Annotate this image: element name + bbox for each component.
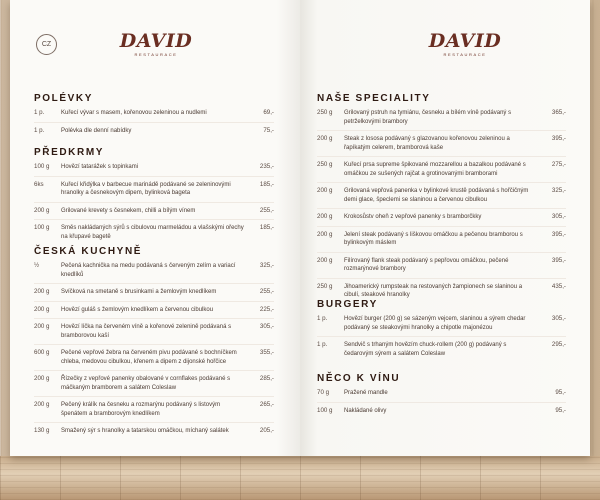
menu-page-left: [10, 0, 300, 456]
section-polevky: [34, 93, 274, 143]
item-quantity: 200 g: [317, 230, 333, 238]
section-neco-k-vinu: [317, 373, 566, 423]
menu-item: [317, 407, 566, 420]
menu-item: [317, 257, 566, 279]
item-description: Grilované krevety s česnekem, chilli a bílým vínem: [61, 207, 196, 214]
item-price: 255,-: [259, 288, 274, 295]
item-description: Krokosůstv oheň z vepřové panenky s bramborčkky: [344, 214, 482, 220]
menu-item: [317, 389, 566, 403]
menu-item: [317, 187, 566, 209]
item-quantity: 1 p.: [317, 315, 328, 322]
item-price: 395,-: [551, 135, 566, 142]
menu-item: [34, 401, 274, 423]
item-price: 305,-: [259, 323, 274, 330]
item-quantity: 70 g: [317, 389, 330, 396]
item-description: Smažený sýr s hranolky a tatarskou omáčkou, míchaný salátek: [61, 428, 229, 434]
item-description: Grilovaná vepřová panenka v bylinkové krustě podávaná s hořčičným demi glace, špeclemi se slaninou a červenou cibulkou: [344, 188, 529, 203]
menu-item: [34, 323, 274, 345]
item-price: 205,-: [259, 427, 274, 434]
brand-name: DAVID: [428, 30, 502, 52]
item-quantity: 6ks: [34, 180, 44, 188]
item-quantity: 200 g: [34, 206, 50, 214]
menu-item: [317, 231, 566, 253]
menu-item: [34, 207, 274, 221]
item-price: 305,-: [551, 213, 566, 220]
item-quantity: 100 g: [34, 224, 50, 231]
item-description: Jihoamerický rumpsteak na restovaných žampionech se slaninou a cibulí, steakové hranolky: [344, 283, 523, 298]
menu-item: [34, 181, 274, 203]
item-quantity: 1 p.: [34, 109, 45, 116]
item-description: Filírovaný flank steak podávaný s pepřovou omáčkou, pečené rozmarýnové brambory: [344, 257, 509, 272]
section-title: PŘEDKRMY: [34, 147, 105, 158]
item-description: Kuřecí prsa supreme špikované mozzarellou a bazalkou podávané s omáčkou ze sušených rajčat a grotinovanými bramborami: [344, 162, 526, 177]
item-quantity: 130 g: [34, 427, 50, 434]
brand-subtitle: RESTAURACE: [134, 52, 178, 57]
item-description: Hovězí guláš s žemlovým knedlíkem a červenou cibulkou: [61, 306, 214, 313]
item-description: Směs nakládaných sýrů s cibulovou marmeládou a vlašskými ořechy na křupavé bagetě: [61, 225, 244, 240]
item-description: Pečené vepřové žebra na červeném pivu podávané s bochníčkem chleba, medovou cibulkou, křenem a dipem z dijonské hořčice: [61, 350, 237, 365]
menu-item: [34, 262, 274, 284]
item-price: 285,-: [259, 375, 274, 382]
item-quantity: 200 g: [34, 375, 50, 382]
item-quantity: 200 g: [34, 288, 50, 295]
brand-name: DAVID: [119, 30, 193, 52]
item-quantity: 100 g: [34, 163, 50, 170]
item-price: 365,-: [551, 109, 566, 116]
menu-item: [34, 288, 274, 302]
menu-item: [34, 375, 274, 397]
brand-logo-left: [111, 31, 201, 57]
item-quantity: 200 g: [317, 213, 333, 220]
item-quantity: 250 g: [317, 282, 333, 290]
section-burgery: [317, 299, 566, 366]
menu-item: [34, 127, 274, 140]
section-title: ČESKÁ KUCHYNĚ: [34, 246, 143, 257]
item-price: 295,-: [551, 341, 566, 348]
item-price: 255,-: [259, 206, 274, 214]
item-price: 95,-: [555, 406, 566, 414]
item-description: Hovězí tatarážek s topinkami: [61, 164, 139, 170]
menu-item: [34, 109, 274, 123]
menu-item: [317, 135, 566, 157]
section-title: NĚCO K VÍNU: [317, 373, 401, 384]
item-price: 265,-: [259, 401, 274, 408]
menu-item: [34, 306, 274, 320]
menu-item: [317, 109, 566, 131]
item-quantity: 250 g: [317, 161, 333, 168]
menu-item: [317, 213, 566, 227]
item-description: Nakládané olivy: [344, 407, 387, 414]
item-quantity: 1 p.: [34, 126, 45, 134]
item-quantity: 1 p.: [317, 341, 328, 348]
item-quantity: 200 g: [34, 401, 50, 408]
item-price: 435,-: [551, 282, 566, 290]
item-price: 395,-: [551, 230, 566, 238]
item-price: 235,-: [259, 163, 274, 170]
item-description: Hovězí líčka na červeném víně a kořenové zelenině podávaná s bramborovou kaší: [61, 324, 232, 339]
section-title: NAŠE SPECIALITY: [317, 93, 431, 104]
item-quantity: ½: [34, 262, 40, 269]
item-price: 95,-: [555, 389, 566, 396]
item-description: Pečený králík na česneku a rozmarýnu podávaný s listovým špenátem a bramborovým knedlíkem: [61, 402, 221, 417]
brand-logo-right: [420, 31, 510, 57]
menu-item: [34, 349, 274, 371]
item-description: Pražené mandle: [344, 390, 388, 396]
item-price: 305,-: [551, 315, 566, 322]
item-price: 185,-: [259, 224, 274, 231]
menu-item: [34, 224, 274, 245]
item-price: 395,-: [551, 256, 566, 264]
item-price: 185,-: [259, 180, 274, 188]
item-quantity: 200 g: [317, 135, 333, 142]
item-description: Kuřecí křidýlka v barbecue marinádě podávané se zeleninovými hranolky a česnekovým dipem, bylinková bageta: [61, 181, 231, 196]
item-quantity: 100 g: [317, 406, 333, 414]
item-quantity: 200 g: [34, 305, 50, 313]
item-price: 275,-: [551, 161, 566, 168]
item-price: 325,-: [551, 187, 566, 194]
item-quantity: 200 g: [34, 323, 50, 330]
item-price: 75,-: [263, 126, 274, 134]
item-quantity: 200 g: [317, 187, 333, 194]
menu-item: [34, 427, 274, 440]
item-price: 225,-: [259, 305, 274, 313]
menu-item: [34, 163, 274, 177]
item-description: Sendvič s trhaným hovězím chuck-rollem (200 g) podávaný s čedarovým sýrem a salátem Coleslaw: [344, 342, 507, 357]
item-description: Kuřecí vývar s masem, kořenovou zeleninou a nudlemi: [61, 110, 207, 116]
menu-item: [317, 341, 566, 362]
section-title: BURGERY: [317, 299, 378, 310]
item-quantity: 600 g: [34, 349, 50, 356]
section-title: POLÉVKY: [34, 93, 93, 104]
item-quantity: 250 g: [317, 109, 333, 116]
menu-spread: [10, 0, 590, 456]
item-quantity: 200 g: [317, 256, 333, 264]
item-price: 69,-: [263, 109, 274, 116]
item-description: Svíčková na smetaně s brusinkami a žemlovým knedlíkem: [61, 289, 217, 295]
item-description: Polévka dle denní nabídky: [61, 127, 132, 134]
menu-item: [317, 315, 566, 337]
item-price: 355,-: [259, 349, 274, 356]
section-nase-speciality: [317, 93, 566, 308]
menu-item: [317, 161, 566, 183]
wood-table-background: [0, 456, 600, 500]
item-description: Pečená kachnička na medu podávaná s červeným zelím a variací knedlíků: [61, 263, 236, 278]
item-price: 325,-: [259, 262, 274, 269]
item-description: Jelení steak podávaný s liškovou omáčkou a pečenou bramborou s bylinkovým máslem: [344, 231, 523, 246]
item-description: Hovězí burger (200 g) se sázeným vejcem, slaninou a sýrem chedar podávaný se steakovými hranolky a chipotle majonézou: [344, 316, 526, 331]
section-ceska-kuchyne: [34, 246, 274, 444]
item-description: Řízečky z vepřové panenky obalované v cornflakes podávané s máčkaným bramborem a salátem Coleslaw: [61, 376, 231, 391]
brand-subtitle: RESTAURACE: [443, 52, 487, 57]
item-description: Grilovaný pstruh na tymiánu, česneku a bílém víně podávaný s petrželkovými brambory: [344, 110, 512, 125]
item-description: Steak z lososa podávaný s glazovanou kořenovou zeleninou a řapíkatým celerem, bramborová kaše: [344, 136, 510, 151]
section-predkrmy: [34, 147, 274, 249]
menu-page-right: [300, 0, 590, 456]
language-badge[interactable]: CZ: [36, 34, 57, 55]
